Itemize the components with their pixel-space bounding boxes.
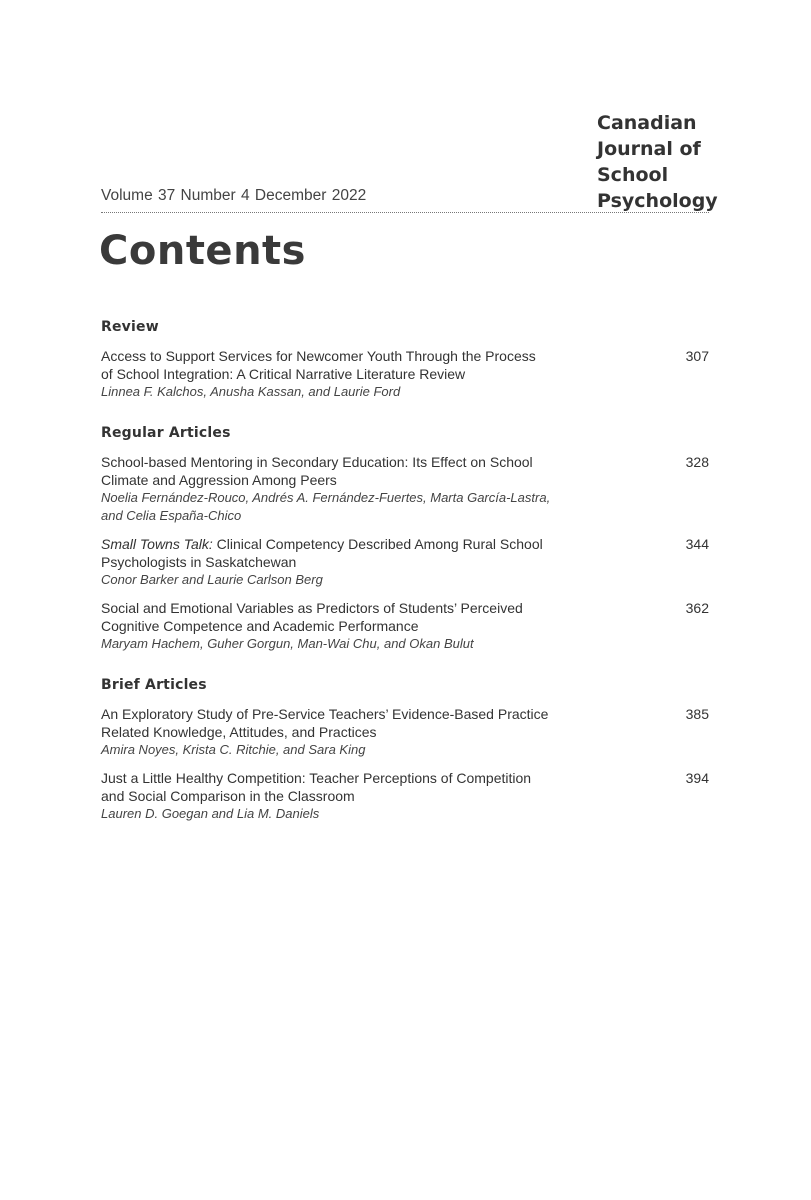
journal-title-line: Psychology: [597, 190, 718, 212]
article-title-line: of School Integration: A Critical Narrative Literature Review: [101, 366, 466, 382]
page-title: Contents: [99, 228, 306, 274]
authors-line: Lauren D. Goegan and Lia M. Daniels: [101, 806, 320, 821]
article-authors: [101, 635, 581, 653]
article-title-line: Climate and Aggression Among Peers: [101, 472, 337, 488]
page-number: 362: [685, 600, 709, 616]
article-authors: [101, 571, 581, 589]
toc-entry[interactable]: [101, 769, 711, 823]
section-title: Review: [101, 319, 159, 335]
section-regular-articles: [101, 425, 711, 653]
authors-line: and Celia España-Chico: [101, 508, 242, 523]
page-number: 307: [685, 348, 709, 364]
article-title[interactable]: [101, 769, 581, 805]
toc-entry[interactable]: [101, 599, 711, 653]
table-of-contents: [101, 319, 711, 847]
authors-line: Amira Noyes, Krista C. Ritchie, and Sara King: [101, 742, 366, 757]
journal-title-line: School: [597, 164, 669, 186]
toc-entry[interactable]: [101, 705, 711, 759]
page-number: 328: [685, 454, 709, 470]
section-title: Brief Articles: [101, 677, 207, 693]
journal-title-line: Canadian: [597, 112, 697, 134]
article-title-line: School-based Mentoring in Secondary Education: Its Effect on School: [101, 454, 533, 470]
article-title[interactable]: [101, 705, 581, 741]
authors-line: Noelia Fernández-Rouco, Andrés A. Fernández-Fuertes, Marta García-Lastra,: [101, 490, 551, 505]
article-title-line: Just a Little Healthy Competition: Teacher Perceptions of Competition: [101, 770, 532, 786]
article-authors: [101, 489, 581, 525]
toc-entry[interactable]: [101, 453, 711, 525]
article-authors: [101, 741, 581, 759]
article-title-line: Clinical Competency Described Among Rural School: [212, 536, 543, 552]
section-title: Regular Articles: [101, 425, 231, 441]
toc-entry[interactable]: [101, 535, 711, 589]
section-review: [101, 319, 711, 401]
page-number: 394: [685, 770, 709, 786]
authors-line: Conor Barker and Laurie Carlson Berg: [101, 572, 323, 587]
article-title[interactable]: [101, 347, 581, 383]
authors-line: Maryam Hachem, Guher Gorgun, Man-Wai Chu, and Okan Bulut: [101, 636, 474, 651]
article-title-line: Cognitive Competence and Academic Performance: [101, 618, 419, 634]
article-title-line: Access to Support Services for Newcomer Youth Through the Process: [101, 348, 536, 364]
article-title-line: Psychologists in Saskatchewan: [101, 554, 297, 570]
page-number: 344: [685, 536, 709, 552]
article-title[interactable]: [101, 535, 581, 571]
header-divider: [101, 212, 709, 213]
article-title-line: and Social Comparison in the Classroom: [101, 788, 355, 804]
article-title[interactable]: [101, 599, 581, 635]
article-authors: [101, 805, 581, 823]
article-title[interactable]: [101, 453, 581, 489]
article-authors: [101, 383, 581, 401]
article-title-line: An Exploratory Study of Pre-Service Teachers’ Evidence-Based Practice: [101, 706, 549, 722]
article-title-line: Social and Emotional Variables as Predictors of Students’ Perceived: [101, 600, 523, 616]
section-brief-articles: [101, 677, 711, 823]
journal-title-line: Journal of: [597, 138, 701, 160]
volume-info: Volume 37 Number 4 December 2022: [101, 187, 367, 204]
page-number: 385: [685, 706, 709, 722]
toc-entry[interactable]: [101, 347, 711, 401]
authors-line: Linnea F. Kalchos, Anusha Kassan, and Laurie Ford: [101, 384, 401, 399]
journal-title: [597, 110, 797, 214]
article-title-line: Related Knowledge, Attitudes, and Practices: [101, 724, 377, 740]
article-title-italic: Small Towns Talk:: [101, 536, 213, 552]
